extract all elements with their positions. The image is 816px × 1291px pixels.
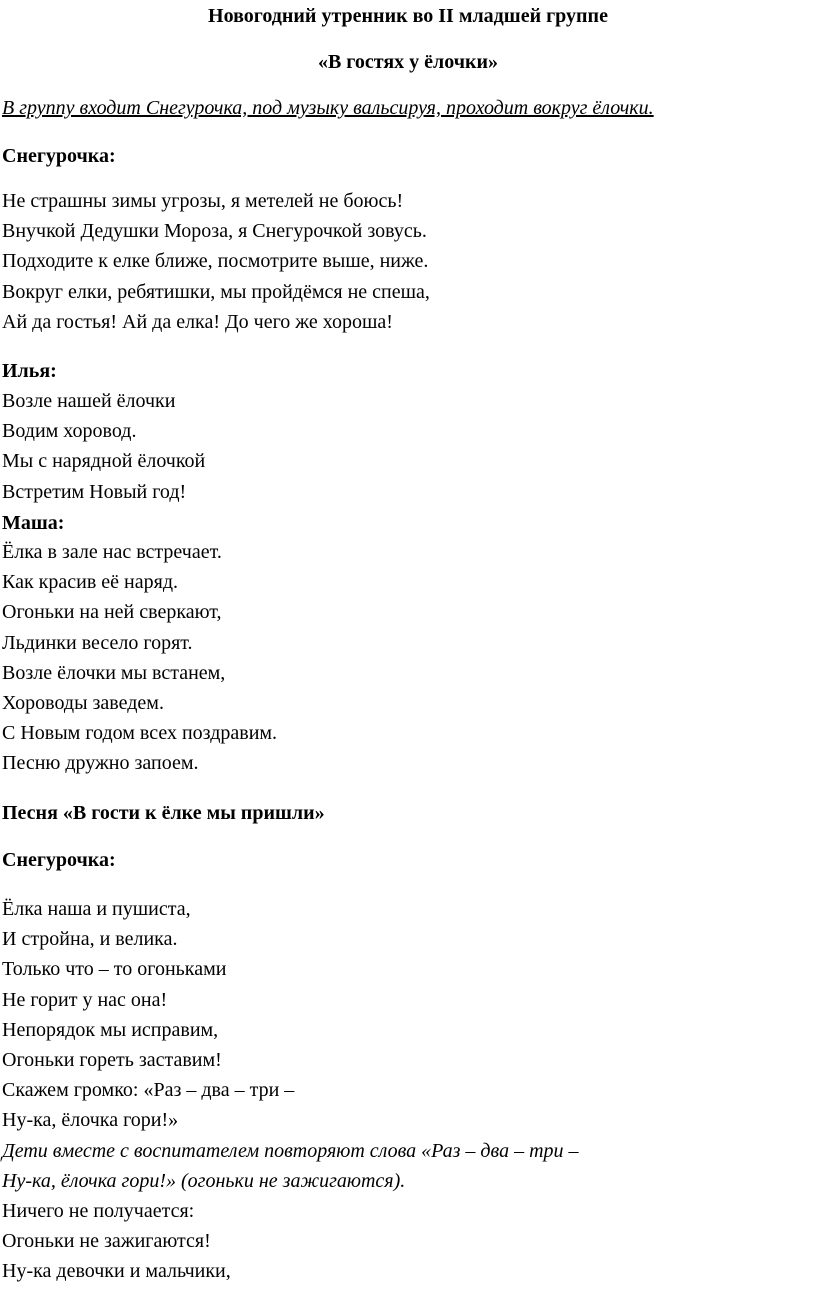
document-subtitle: «В гостях у ёлочки»: [317, 51, 499, 73]
verse-line: Огоньки гореть заставим!: [2, 1049, 222, 1072]
speaker-label: Снегурочка:: [2, 849, 116, 871]
verse-line: Встретим Новый год!: [2, 480, 187, 503]
verse-line: Хороводы заведем.: [2, 692, 164, 715]
verse-masha: [2, 537, 277, 779]
verse-line: Мы с нарядной ёлочкой: [2, 450, 206, 473]
verse-snegurochka-1: [2, 186, 430, 337]
verse-line: Водим хоровод.: [2, 420, 137, 443]
verse-line: Вокруг елки, ребятишки, мы пройдёмся не спеша,: [2, 280, 430, 303]
verse-line: Огоньки на ней сверкают,: [2, 601, 222, 624]
intro-stage-direction: В группу входит Снегурочка, под музыку вальсируя, проходит вокруг ёлочки.: [2, 97, 654, 119]
verse-line: Подходите к елке ближе, посмотрите выше, ниже.: [2, 250, 429, 273]
section-ilya: [2, 359, 57, 383]
section-snegurochka-2: [2, 848, 116, 872]
verse-line: И стройна, и велика.: [2, 928, 178, 951]
verse-snegurochka-2: [2, 894, 579, 1287]
verse-line: Песню дружно запоем.: [2, 752, 199, 775]
stage-direction: Дети вместе с воспитателем повторяют слова «Раз – два – три –: [2, 1139, 579, 1162]
verse-line: Только что – то огоньками: [2, 958, 227, 981]
document-title: Новогодний утренник во II младшей группе: [208, 5, 608, 27]
speaker-label: Маша:: [2, 512, 65, 534]
verse-line: Ай да гостья! Ай да елка! До чего же хороша!: [2, 310, 393, 333]
verse-line: Внучкой Дедушки Мороза, я Снегурочкой зовусь.: [2, 220, 427, 243]
speaker-label: Илья:: [2, 360, 57, 382]
section-snegurochka-1: [2, 144, 116, 168]
verse-line: Возле нашей ёлочки: [2, 390, 176, 412]
verse-line: Не страшны зимы угрозы, я метелей не боюсь!: [2, 190, 404, 212]
verse-line: Ну-ка девочки и мальчики,: [2, 1260, 231, 1283]
song-heading: [2, 801, 325, 825]
verse-line: Как красив её наряд.: [2, 571, 178, 594]
speaker-label: Снегурочка:: [2, 145, 116, 167]
verse-line: Не горит у нас она!: [2, 988, 168, 1011]
verse-line: Непорядок мы исправим,: [2, 1018, 219, 1041]
verse-line: Ничего не получается:: [2, 1200, 195, 1223]
song-title: Песня «В гости к ёлке мы пришли»: [2, 802, 325, 824]
section-masha: [2, 511, 64, 535]
verse-line: Ну-ка, ёлочка гори!»: [2, 1109, 179, 1132]
verse-line: Огоньки не зажигаются!: [2, 1230, 211, 1253]
verse-line: Ёлка в зале нас встречает.: [2, 541, 222, 563]
verse-line: Возле ёлочки мы встанем,: [2, 661, 226, 684]
verse-line: Скажем громко: «Раз – два – три –: [2, 1079, 295, 1102]
verse-line: Ёлка наша и пушиста,: [2, 898, 191, 920]
stage-direction: Ну-ка, ёлочка гори!» (огоньки не зажигаются).: [2, 1169, 406, 1192]
verse-line: Льдинки весело горят.: [2, 631, 193, 654]
verse-ilya: [2, 386, 205, 507]
verse-line: С Новым годом всех поздравим.: [2, 722, 278, 745]
